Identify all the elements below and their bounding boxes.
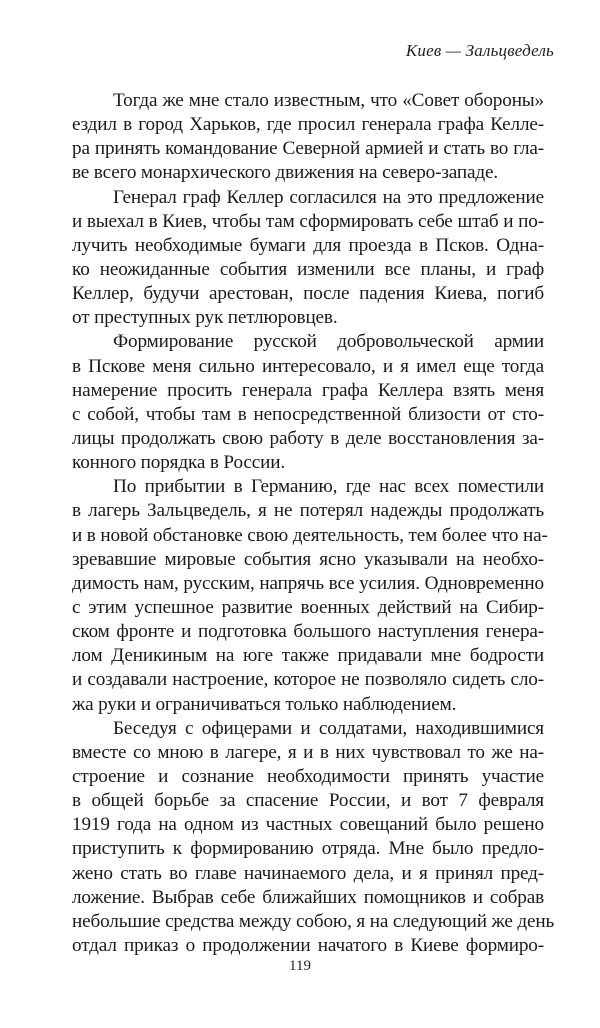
text-line: Генерал граф Келлер согласился на это предложение: [113, 186, 544, 208]
text-line: с этим успешное развитие военных действий на Сибир-: [72, 596, 544, 618]
text-line: зревавшие мировые события ясно указывали на необхо-: [72, 548, 544, 570]
text-line: отдал приказ о продолжении начатого в Киеве формиро-: [72, 934, 544, 956]
running-head: Киев — Зальцведель: [405, 41, 554, 60]
text-line: от преступных рук петлюровцев.: [72, 307, 338, 329]
text-line: димость нам, русским, напрячь все усилия. Одновременно: [72, 572, 544, 594]
text-line: ложение. Выбрав себе ближайших помощников и собрав: [72, 886, 544, 908]
text-line: в лагерь Зальцведель, я не потерял надежды продолжать: [72, 500, 544, 522]
page-number: 119: [289, 958, 311, 974]
text-line: в Пскове меня сильно интересовало, и я имел еще тогда: [72, 355, 544, 377]
text-line: Формирование русской добровольческой армии: [113, 331, 544, 353]
text-line: ра принять командование Северной армией и стать во гла-: [72, 138, 544, 160]
text-line: ском фронте и подготовка большого наступления генера-: [72, 621, 544, 643]
text-line: лучить необходимые бумаги для проезда в Псков. Одна-: [72, 234, 544, 256]
text-line: ве всего монархического движения на северо-западе.: [72, 162, 498, 184]
text-line: Беседуя с офицерами и солдатами, находившимися: [113, 717, 544, 739]
paragraph: [72, 330, 544, 475]
text-line: жено стать во главе начинаемого дела, и я принял пред-: [72, 862, 544, 884]
text-line: вместе со мною в лагере, я и в них чувствовал то же на-: [72, 741, 544, 763]
text-line: По прибытии в Германию, где нас всех поместили: [113, 476, 544, 498]
text-line: намерение просить генерала графа Келлера взять меня: [72, 379, 544, 401]
body-text: [72, 89, 555, 958]
text-line: ко неожиданные события изменили все планы, и граф: [72, 258, 544, 280]
text-line: небольшие средства между собою, я на следующий же день: [72, 910, 555, 932]
paragraph: [72, 89, 544, 186]
text-line: приступить к формированию отряда. Мне было предло-: [72, 838, 544, 860]
text-line: строение и сознание необходимости принять участие: [72, 765, 544, 787]
text-line: жа руки и ограничиваться только наблюдением.: [72, 693, 457, 715]
text-line: и в новой обстановке свою деятельность, тем более что на-: [72, 524, 548, 546]
text-line: Тогда же мне стало известным, что «Совет обороны»: [113, 90, 544, 111]
text-line: 1919 года на одном из частных совещаний было решено: [72, 814, 544, 836]
text-line: в общей борьбе за спасение России, и вот 7 февраля: [72, 790, 544, 812]
text-line: с собой, чтобы там в непосредственной близости от сто-: [72, 403, 544, 425]
text-line: лом Деникиным на юге также придавали мне бодрости: [72, 645, 544, 667]
text-line: и создавали настроение, которое не позволяло сидеть сло-: [72, 669, 544, 691]
text-line: конного порядка в России.: [72, 452, 285, 474]
text-line: и выехал в Киев, чтобы там сформировать себе штаб и по-: [72, 210, 544, 232]
text-line: ездил в город Харьков, где просил генерала графа Келле-: [72, 114, 544, 136]
text-line: Келлер, будучи арестован, после падения Киева, погиб: [72, 283, 544, 305]
paragraph: [72, 717, 555, 958]
paragraph: [72, 186, 544, 331]
text-line: лицы продолжать свою работу в деле восстановления за-: [72, 427, 544, 449]
paragraph: [72, 475, 548, 716]
